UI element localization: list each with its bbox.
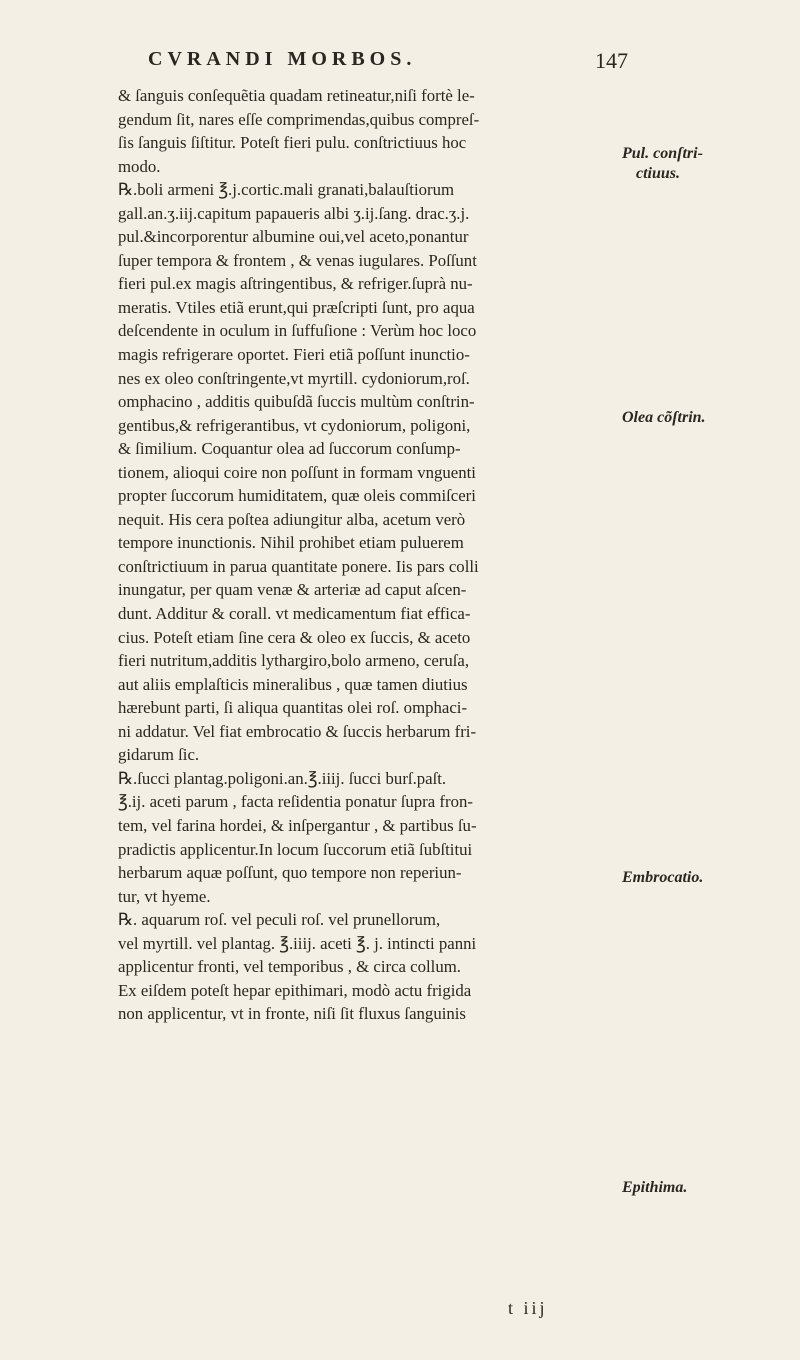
- page-header: [148, 48, 628, 82]
- text-line: magis refrigerare oportet. Fieri etiã poſſunt inunctio-: [118, 345, 470, 365]
- text-line: pradictis applicentur.In locum ſuccorum etiã ſubſtitui: [118, 839, 473, 859]
- margin-note-line: ctiuus.: [636, 165, 681, 182]
- text-line: ſuper tempora & frontem , & venas iugulares. Poſſunt: [118, 250, 477, 270]
- text-line: Ex eiſdem poteſt hepar epithimari, modò actu frigida: [118, 980, 472, 1000]
- text-line: ſis ſanguis ſiſtitur. Poteſt fieri pulu. conſtrictiuus hoc: [118, 133, 467, 153]
- text-line: inungatur, per quam venæ & arteriæ ad caput aſcen-: [118, 580, 467, 600]
- text-line: ℥.ij. aceti parum , facta reſidentia ponatur ſupra fron-: [118, 792, 473, 812]
- text-line: & ſimilium. Coquantur olea ad ſuccorum conſump-: [118, 439, 461, 459]
- margin-note-line: Pul. conſtri-: [622, 145, 703, 162]
- text-line: tionem, alioqui coire non poſſunt in formam vnguenti: [118, 462, 476, 482]
- text-line: ℞. aquarum roſ. vel peculi roſ. vel prunellorum,: [118, 910, 441, 930]
- text-line: gall.an.ʒ.iij.capitum papaueris albi ʒ.ij.ſang. drac.ʒ.j.: [118, 203, 470, 223]
- text-line: nes ex oleo conſtringente,vt myrtill. cydoniorum,roſ.: [118, 368, 470, 388]
- text-line: tempore inunctionis. Nihil prohibet etiam puluerem: [118, 533, 464, 553]
- running-title: CVRANDI MORBOS.: [148, 48, 417, 70]
- text-line: ℞.ſucci plantag.poligoni.an.℥.iiij. ſucci burſ.paſt.: [118, 768, 447, 788]
- text-line: gentibus,& refrigerantibus, vt cydoniorum, poligoni,: [118, 415, 471, 435]
- text-line: propter ſuccorum humiditatem, quæ oleis commiſceri: [118, 486, 476, 506]
- signature-mark: t iij: [508, 1298, 548, 1318]
- text-line: tur, vt hyeme.: [118, 886, 211, 906]
- margin-note-epithima: Epithima.: [622, 1179, 688, 1196]
- text-line: hærebunt parti, ſi aliqua quantitas olei roſ. omphaci-: [118, 698, 468, 718]
- text-line: fieri pul.ex magis aſtringentibus, & refriger.ſuprà nu-: [118, 274, 473, 294]
- text-line: cius. Poteſt etiam ſine cera & oleo ex ſuccis, & aceto: [118, 627, 471, 647]
- text-line: fieri nutritum,additis lythargiro,bolo armeno, ceruſa,: [118, 651, 470, 671]
- text-line: dunt. Additur & corall. vt medicamentum fiat effica-: [118, 604, 471, 624]
- margin-note-olea: Olea cõſtrin.: [622, 409, 706, 426]
- text-line: non applicentur, vt in fronte, niſi ſit fluxus ſanguinis: [118, 1004, 466, 1024]
- text-line: ni addatur. Vel fiat embrocatio & ſuccis herbarum fri-: [118, 721, 477, 741]
- text-line: aut aliis emplaſticis mineralibus , quæ tamen diutius: [118, 674, 468, 694]
- margin-note-pulvis: [622, 144, 703, 184]
- text-line: nequit. His cera poſtea adiungitur alba, acetum verò: [118, 509, 466, 529]
- text-line: gidarum ſic.: [118, 745, 200, 765]
- body-text: [118, 84, 606, 1026]
- text-line: herbarum aquæ poſſunt, quo tempore non reperiun-: [118, 863, 462, 883]
- text-line: conſtrictiuum in parua quantitate ponere. Iis pars colli: [118, 556, 479, 576]
- text-line: pul.&incorporentur albumine oui,vel aceto,ponantur: [118, 227, 469, 247]
- text-line: ℞.boli armeni ℥.j.cortic.mali granati,balauſtiorum: [118, 180, 455, 200]
- text-line: vel myrtill. vel plantag. ℥.iiij. aceti ℥. j. intincti panni: [118, 933, 477, 953]
- text-line: gendum ſit, nares eſſe comprimendas,quibus compreſ-: [118, 109, 480, 129]
- text-line: tem, vel farina hordei, & inſpergantur , & partibus ſu-: [118, 815, 477, 835]
- text-line: omphacino , additis quibuſdã ſuccis multùm conſtrin-: [118, 392, 475, 412]
- margin-note-embrocatio: Embrocatio.: [622, 869, 704, 886]
- page-number: 147: [595, 48, 628, 73]
- text-line: & ſanguis conſequẽtia quadam retineatur,niſi fortè le-: [118, 86, 475, 105]
- text-line: deſcendente in oculum in ſuffuſione : Verùm hoc loco: [118, 321, 477, 341]
- text-line: modo.: [118, 156, 161, 176]
- text-line: meratis. Vtiles etiã erunt,qui præſcripti ſunt, pro aqua: [118, 297, 475, 317]
- text-line: applicentur fronti, vel temporibus , & circa collum.: [118, 957, 461, 977]
